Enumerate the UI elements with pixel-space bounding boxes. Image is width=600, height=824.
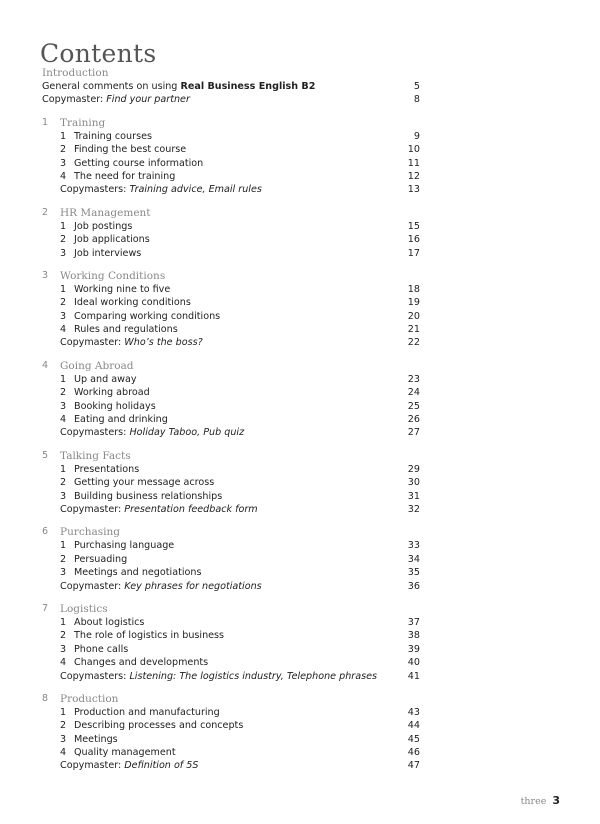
- section-unit: [40, 525, 420, 593]
- unit-title: Going Abroad: [60, 359, 134, 372]
- lesson-title: Job interviews: [74, 247, 142, 259]
- toc-row-lesson: [40, 656, 420, 669]
- lesson-number: 1: [60, 373, 67, 385]
- section-unit: [40, 359, 420, 440]
- copymaster-title: Definition of 5S: [124, 760, 199, 772]
- page-number: 17: [407, 247, 420, 259]
- lesson-title: Rules and regulations: [74, 324, 178, 336]
- lesson-number: 1: [60, 463, 67, 475]
- toc-row-copymaster: [40, 759, 420, 772]
- toc-row-lesson: [40, 296, 420, 309]
- lesson-title: Quality management: [74, 747, 176, 759]
- toc-row-lesson: [40, 706, 420, 719]
- page-number: 21: [407, 324, 420, 336]
- unit-number: 8: [42, 692, 49, 704]
- lesson-title: Ideal working conditions: [74, 297, 191, 309]
- lesson-title: Meetings: [74, 733, 118, 745]
- section-unit: [40, 206, 420, 260]
- page-number: 27: [407, 427, 420, 439]
- page-number: 25: [407, 400, 420, 412]
- toc-row-lesson: [40, 400, 420, 413]
- lesson-title: Up and away: [74, 373, 137, 385]
- toc-row-lesson: [40, 566, 420, 579]
- lesson-title: About logistics: [74, 616, 145, 628]
- copymaster-title: Key phrases for negotiations: [124, 580, 262, 592]
- toc-row-copymaster: [40, 670, 420, 683]
- toc-row-lesson: [40, 629, 420, 642]
- lesson-title: Changes and developments: [74, 657, 209, 669]
- unit-title: Production: [60, 692, 119, 705]
- toc-row-lesson: [40, 233, 420, 246]
- unit-number: 7: [42, 602, 49, 614]
- page-number: 45: [407, 733, 420, 745]
- row-label: [60, 336, 203, 349]
- copymaster-prefix: Copymaster:: [60, 760, 125, 772]
- copymaster-title: Holiday Taboo, Pub quiz: [129, 427, 245, 439]
- copymaster-title: Training advice, Email rules: [129, 184, 262, 196]
- unit-number: 4: [42, 359, 49, 371]
- page-number: 39: [407, 643, 420, 655]
- toc-row-copymaster: [40, 580, 420, 593]
- lesson-title: Training courses: [74, 130, 152, 142]
- page-number: 19: [407, 297, 420, 309]
- page-number: 34: [407, 553, 420, 565]
- lesson-number: 4: [60, 324, 67, 336]
- lesson-title: The role of logistics in business: [74, 630, 225, 642]
- lesson-title: The need for training: [74, 170, 176, 182]
- lesson-number: 3: [60, 490, 67, 502]
- copymaster-title: Find your partner: [106, 94, 190, 106]
- unit-number: 2: [42, 206, 49, 218]
- toc-row-lesson: [40, 476, 420, 489]
- page-number: 35: [407, 567, 420, 579]
- toc-row-lesson: [40, 247, 420, 260]
- page-number: 20: [407, 310, 420, 322]
- toc-row-lesson: [40, 413, 420, 426]
- toc-row-lesson: [40, 130, 420, 143]
- lesson-number: 3: [60, 310, 67, 322]
- section-heading: [40, 66, 420, 80]
- copymaster-prefix: Copymaster:: [60, 337, 125, 349]
- row-label-text: General comments on using: [42, 81, 181, 92]
- page-number: 16: [407, 234, 420, 246]
- row-label: [60, 183, 262, 196]
- lesson-number: 3: [60, 567, 67, 579]
- toc-row-lesson: [40, 733, 420, 746]
- row-label: [60, 670, 377, 683]
- unit-number: 6: [42, 526, 49, 538]
- section-heading: [40, 206, 420, 220]
- section-heading: [40, 692, 420, 706]
- lesson-number: 2: [60, 630, 67, 642]
- lesson-title: Purchasing language: [74, 540, 175, 552]
- toc-row-lesson: [40, 310, 420, 323]
- lesson-title: Working nine to five: [74, 283, 171, 295]
- toc-row-lesson: [40, 157, 420, 170]
- page-number-word: three: [520, 796, 547, 807]
- lesson-number: 1: [60, 616, 67, 628]
- section-introduction: [40, 66, 420, 107]
- lesson-number: 2: [60, 387, 67, 399]
- page-title: Contents: [40, 38, 157, 68]
- section-unit: [40, 116, 420, 197]
- toc-row-lesson: [40, 323, 420, 336]
- toc-row-lesson: [40, 220, 420, 233]
- copymaster-prefix: Copymasters:: [60, 427, 130, 439]
- page-number: 23: [407, 373, 420, 385]
- units-list: [40, 116, 420, 773]
- lesson-title: Eating and drinking: [74, 414, 168, 426]
- toc-row-lesson: [40, 143, 420, 156]
- lesson-title: Presentations: [74, 463, 140, 475]
- toc-row-lesson: [40, 386, 420, 399]
- toc-row-lesson: [40, 373, 420, 386]
- page-number: 24: [407, 387, 420, 399]
- toc-row-copymaster: [40, 183, 420, 196]
- lesson-number: 1: [60, 283, 67, 295]
- lesson-number: 4: [60, 170, 67, 182]
- toc-row-lesson: [40, 719, 420, 732]
- copymaster-title: Listening: The logistics industry, Telephone phrases: [129, 670, 378, 682]
- lesson-number: 2: [60, 720, 67, 732]
- book-title: Real Business English B2: [180, 81, 316, 92]
- lesson-number: 1: [60, 706, 67, 718]
- lesson-number: 1: [60, 220, 67, 232]
- row-label: [60, 503, 258, 516]
- toc-row-copymaster: [40, 426, 420, 439]
- lesson-number: 2: [60, 234, 67, 246]
- page-number: 40: [407, 657, 420, 669]
- page-number: 15: [407, 220, 420, 232]
- page-number: 13: [407, 184, 420, 196]
- lesson-number: 3: [60, 733, 67, 745]
- page-number-footer: 3: [552, 794, 560, 807]
- section-unit: [40, 602, 420, 683]
- lesson-title: Getting your message across: [74, 477, 215, 489]
- page-number: 22: [407, 337, 420, 349]
- copymaster-prefix: Copymasters:: [60, 670, 130, 682]
- unit-number: 5: [42, 449, 49, 461]
- page-number: 44: [407, 720, 420, 732]
- page-number: 37: [407, 616, 420, 628]
- toc-row-copymaster: [40, 336, 420, 349]
- lesson-number: 3: [60, 400, 67, 412]
- section-title: Introduction: [42, 67, 109, 79]
- page-number: 9: [413, 130, 420, 142]
- row-label: [60, 759, 198, 772]
- page-number: 47: [407, 760, 420, 772]
- section-heading: [40, 602, 420, 616]
- page-number: 43: [407, 706, 420, 718]
- row-label: [42, 93, 190, 106]
- page-number: 31: [407, 490, 420, 502]
- page-number: 29: [407, 463, 420, 475]
- toc-row-copymaster: [40, 93, 420, 106]
- lesson-title: Meetings and negotiations: [74, 567, 202, 579]
- lesson-number: 3: [60, 247, 67, 259]
- lesson-title: Comparing working conditions: [74, 310, 221, 322]
- unit-title: Talking Facts: [60, 449, 131, 462]
- copymaster-title: Who’s the boss?: [124, 337, 203, 349]
- section-heading: [40, 269, 420, 283]
- lesson-title: Describing processes and concepts: [74, 720, 244, 732]
- section-unit: [40, 692, 420, 773]
- copymaster-prefix: Copymaster:: [42, 94, 107, 106]
- section-heading: [40, 449, 420, 463]
- toc-row-lesson: [40, 490, 420, 503]
- page-number: 10: [407, 144, 420, 156]
- section-unit: [40, 449, 420, 517]
- lesson-number: 2: [60, 144, 67, 156]
- unit-title: Purchasing: [60, 526, 120, 539]
- section-heading: [40, 359, 420, 373]
- lesson-number: 4: [60, 414, 67, 426]
- toc-row-lesson: [40, 643, 420, 656]
- row-label: [42, 80, 315, 93]
- copymaster-title: Presentation feedback form: [124, 503, 258, 515]
- page-number: 33: [407, 540, 420, 552]
- page-footer: [521, 794, 560, 807]
- lesson-title: Getting course information: [74, 157, 204, 169]
- section-heading: [40, 525, 420, 539]
- toc-row: [40, 80, 420, 93]
- page-number: 26: [407, 414, 420, 426]
- unit-title: HR Management: [60, 206, 151, 219]
- table-of-contents: [40, 66, 420, 782]
- unit-number: 1: [42, 116, 49, 128]
- page-number: 36: [407, 580, 420, 592]
- lesson-title: Phone calls: [74, 643, 129, 655]
- page-number: 12: [407, 170, 420, 182]
- page-number: 18: [407, 283, 420, 295]
- unit-title: Training: [60, 116, 106, 129]
- page-number: 8: [413, 94, 420, 106]
- toc-row-lesson: [40, 463, 420, 476]
- unit-number: 3: [42, 269, 49, 281]
- section-heading: [40, 116, 420, 130]
- lesson-number: 3: [60, 157, 67, 169]
- lesson-number: 3: [60, 643, 67, 655]
- copymaster-prefix: Copymasters:: [60, 184, 130, 196]
- section-unit: [40, 269, 420, 350]
- toc-row-lesson: [40, 283, 420, 296]
- lesson-number: 1: [60, 130, 67, 142]
- lesson-title: Job applications: [74, 234, 150, 246]
- lesson-title: Production and manufacturing: [74, 706, 220, 718]
- lesson-title: Finding the best course: [74, 144, 187, 156]
- page-number: 38: [407, 630, 420, 642]
- toc-row-lesson: [40, 539, 420, 552]
- page-number: 11: [407, 157, 420, 169]
- unit-title: Working Conditions: [60, 269, 166, 282]
- lesson-title: Persuading: [74, 553, 128, 565]
- page-number: 30: [407, 477, 420, 489]
- page-number: 41: [407, 670, 420, 682]
- row-label: [60, 426, 244, 439]
- lesson-number: 2: [60, 297, 67, 309]
- lesson-title: Job postings: [74, 220, 133, 232]
- lesson-number: 2: [60, 477, 67, 489]
- toc-row-copymaster: [40, 503, 420, 516]
- lesson-number: 1: [60, 540, 67, 552]
- toc-row-lesson: [40, 553, 420, 566]
- copymaster-prefix: Copymaster:: [60, 503, 125, 515]
- page-number: 5: [413, 81, 420, 92]
- page-number: 46: [407, 747, 420, 759]
- lesson-title: Working abroad: [74, 387, 150, 399]
- page-number: 32: [407, 503, 420, 515]
- toc-row-lesson: [40, 746, 420, 759]
- row-label: [60, 580, 262, 593]
- lesson-number: 4: [60, 747, 67, 759]
- lesson-title: Building business relationships: [74, 490, 223, 502]
- lesson-number: 2: [60, 553, 67, 565]
- lesson-title: Booking holidays: [74, 400, 156, 412]
- toc-row-lesson: [40, 616, 420, 629]
- unit-title: Logistics: [60, 602, 108, 615]
- copymaster-prefix: Copymaster:: [60, 580, 125, 592]
- lesson-number: 4: [60, 657, 67, 669]
- toc-row-lesson: [40, 170, 420, 183]
